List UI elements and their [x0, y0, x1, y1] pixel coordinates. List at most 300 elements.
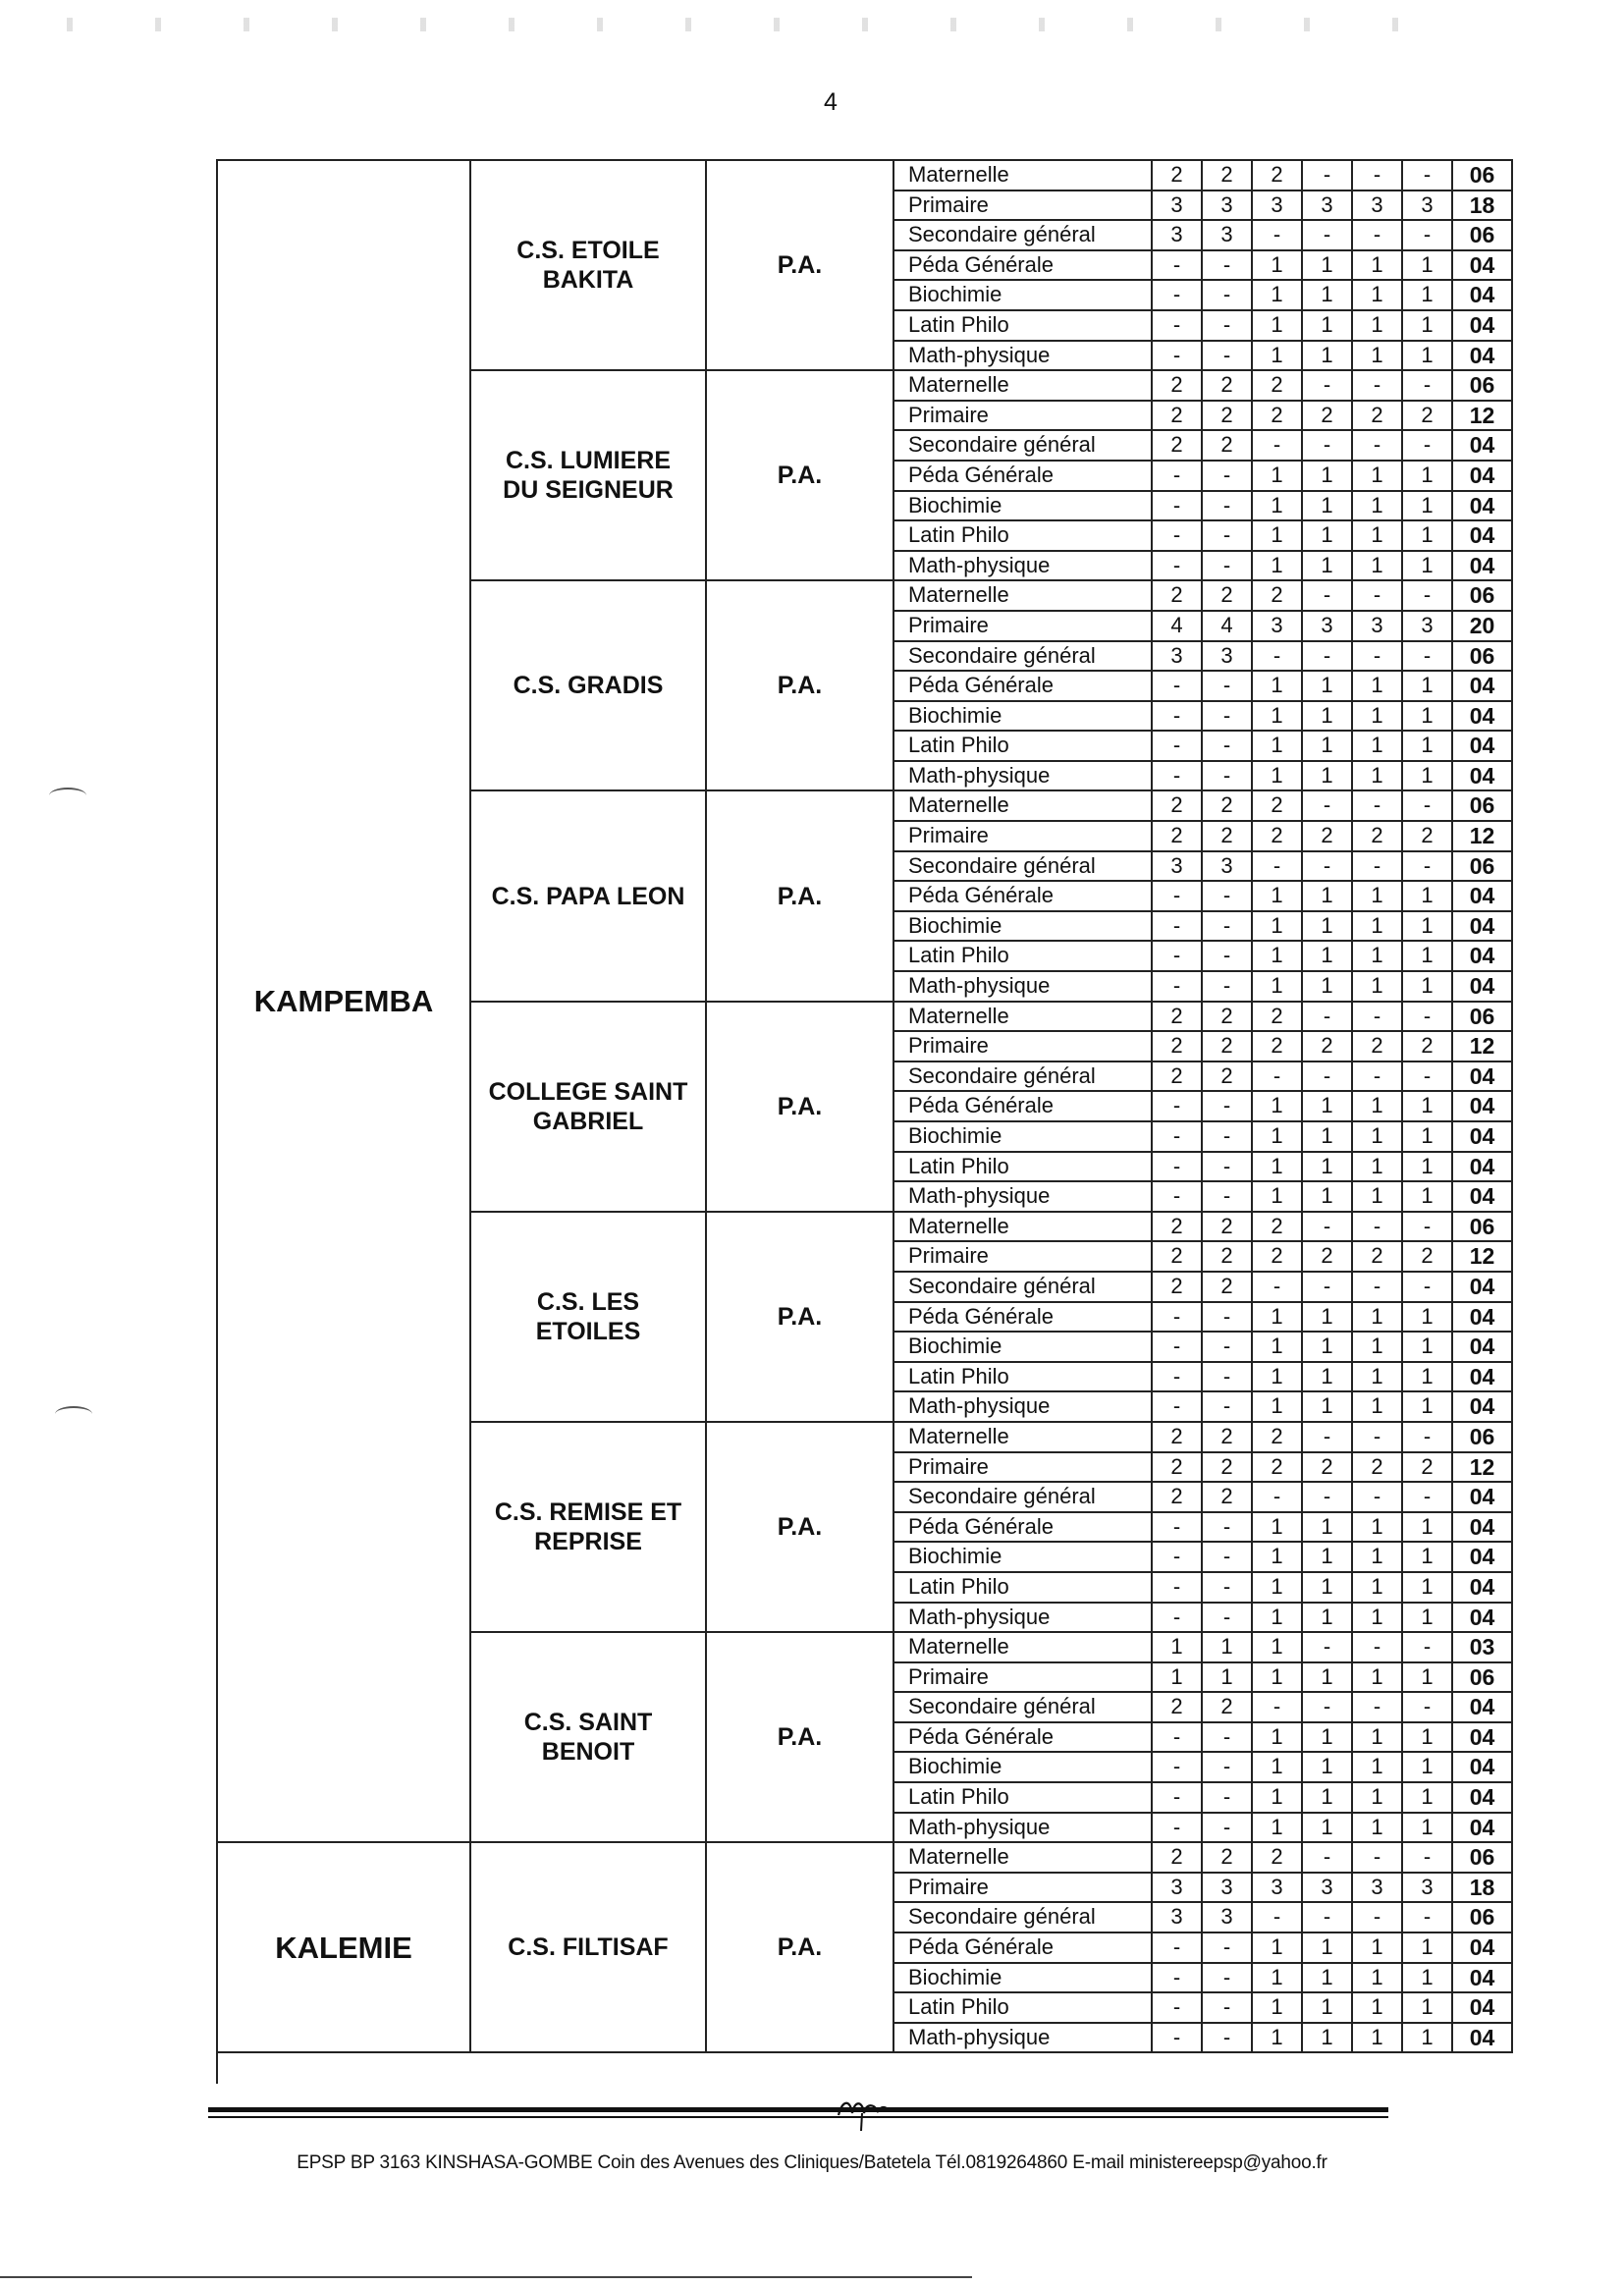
row-total: 04: [1453, 1964, 1513, 1994]
class-count: 2: [1353, 1032, 1403, 1062]
class-count: 1: [1303, 1182, 1353, 1213]
class-count: -: [1403, 852, 1453, 883]
scan-noise: [29, 18, 1424, 31]
class-count: 1: [1353, 1604, 1403, 1634]
row-total: 06: [1453, 1003, 1513, 1033]
filiere-label: Latin Philo: [894, 521, 1153, 552]
class-count: 1: [1353, 492, 1403, 522]
filiere-label: Biochimie: [894, 1543, 1153, 1573]
class-count: -: [1403, 1693, 1453, 1723]
class-count: 2: [1153, 1693, 1203, 1723]
row-total: 04: [1453, 1333, 1513, 1363]
class-count: 1: [1353, 342, 1403, 372]
class-count: 1: [1303, 251, 1353, 282]
class-count: -: [1353, 642, 1403, 673]
class-count: 1: [1253, 1783, 1303, 1814]
class-count: 3: [1203, 642, 1253, 673]
row-total: 12: [1453, 1453, 1513, 1484]
class-count: -: [1153, 462, 1203, 492]
filiere-label: Math-physique: [894, 552, 1153, 582]
class-count: -: [1153, 1333, 1203, 1363]
filiere-label: Maternelle: [894, 1423, 1153, 1453]
class-count: -: [1303, 1843, 1353, 1874]
class-count: -: [1403, 1633, 1453, 1663]
class-count: 1: [1353, 462, 1403, 492]
class-count: 2: [1203, 1062, 1253, 1093]
class-count: 1: [1403, 1814, 1453, 1844]
school-name: COLLEGE SAINT GABRIEL: [471, 1003, 707, 1213]
class-count: 2: [1403, 1453, 1453, 1484]
class-count: -: [1153, 882, 1203, 912]
class-count: -: [1403, 161, 1453, 191]
class-count: 1: [1403, 311, 1453, 342]
class-count: -: [1153, 1392, 1203, 1423]
class-count: 1: [1353, 1392, 1403, 1423]
class-count: -: [1303, 1003, 1353, 1033]
class-count: -: [1203, 912, 1253, 943]
class-count: -: [1153, 1604, 1203, 1634]
class-count: 2: [1253, 581, 1303, 612]
row-total: 04: [1453, 281, 1513, 311]
class-count: 1: [1303, 732, 1353, 762]
class-count: 2: [1403, 402, 1453, 432]
row-total: 04: [1453, 1092, 1513, 1122]
class-count: 2: [1203, 791, 1253, 822]
row-total: 04: [1453, 912, 1513, 943]
class-count: 1: [1353, 1783, 1403, 1814]
class-count: 1: [1353, 912, 1403, 943]
class-count: 1: [1353, 1663, 1403, 1694]
class-count: 1: [1253, 1513, 1303, 1544]
class-count: 1: [1303, 912, 1353, 943]
class-count: 1: [1403, 1604, 1453, 1634]
class-count: 1: [1403, 1723, 1453, 1754]
class-count: 2: [1403, 1032, 1453, 1062]
class-count: 1: [1403, 251, 1453, 282]
class-count: 1: [1253, 342, 1303, 372]
filiere-label: Math-physique: [894, 342, 1153, 372]
class-count: 1: [1253, 672, 1303, 702]
class-count: 1: [1303, 702, 1353, 733]
filiere-label: Biochimie: [894, 1964, 1153, 1994]
class-count: 1: [1253, 552, 1303, 582]
class-count: -: [1203, 342, 1253, 372]
class-count: 2: [1303, 402, 1353, 432]
class-count: -: [1203, 1573, 1253, 1604]
class-count: 1: [1403, 552, 1453, 582]
class-count: -: [1253, 1903, 1303, 1933]
class-count: -: [1203, 492, 1253, 522]
row-total: 06: [1453, 1423, 1513, 1453]
class-count: -: [1303, 791, 1353, 822]
class-count: -: [1203, 1392, 1253, 1423]
row-total: 04: [1453, 492, 1513, 522]
class-count: 2: [1303, 822, 1353, 852]
class-count: 1: [1353, 1723, 1403, 1754]
filiere-label: Secondaire général: [894, 1693, 1153, 1723]
class-count: 2: [1253, 1453, 1303, 1484]
class-count: 1: [1403, 1513, 1453, 1544]
class-count: -: [1203, 1122, 1253, 1153]
class-count: -: [1203, 1363, 1253, 1393]
class-count: 1: [1303, 1363, 1353, 1393]
row-total: 04: [1453, 1543, 1513, 1573]
class-count: -: [1203, 1723, 1253, 1754]
class-count: -: [1303, 221, 1353, 251]
row-total: 04: [1453, 1363, 1513, 1393]
class-count: 3: [1153, 1903, 1203, 1933]
class-count: -: [1153, 672, 1203, 702]
filiere-label: Péda Générale: [894, 462, 1153, 492]
class-count: 1: [1303, 1333, 1353, 1363]
class-count: 1: [1253, 942, 1303, 972]
class-count: -: [1203, 251, 1253, 282]
school-type: P.A.: [707, 371, 894, 581]
row-total: 04: [1453, 342, 1513, 372]
class-count: 2: [1203, 1213, 1253, 1243]
filiere-label: Math-physique: [894, 1182, 1153, 1213]
filiere-label: Primaire: [894, 1242, 1153, 1273]
class-count: 2: [1153, 791, 1203, 822]
row-total: 18: [1453, 1874, 1513, 1904]
class-count: 1: [1303, 552, 1353, 582]
filiere-label: Primaire: [894, 1663, 1153, 1694]
class-count: 1: [1303, 1723, 1353, 1754]
class-count: -: [1203, 1753, 1253, 1783]
class-count: 1: [1253, 1604, 1303, 1634]
class-count: 1: [1303, 492, 1353, 522]
filiere-label: Math-physique: [894, 762, 1153, 792]
class-count: -: [1203, 1543, 1253, 1573]
class-count: -: [1253, 1483, 1303, 1513]
row-total: 06: [1453, 791, 1513, 822]
filiere-label: Maternelle: [894, 1003, 1153, 1033]
class-count: 1: [1303, 882, 1353, 912]
class-count: -: [1153, 1513, 1203, 1544]
class-count: 3: [1403, 612, 1453, 642]
class-count: -: [1153, 342, 1203, 372]
class-count: 4: [1153, 612, 1203, 642]
class-count: 2: [1153, 1003, 1203, 1033]
class-count: -: [1153, 1933, 1203, 1964]
school-name: C.S. LES ETOILES: [471, 1213, 707, 1423]
class-count: 3: [1403, 191, 1453, 222]
class-count: 1: [1303, 1604, 1353, 1634]
class-count: 1: [1253, 1122, 1303, 1153]
filiere-label: Latin Philo: [894, 942, 1153, 972]
class-count: -: [1353, 431, 1403, 462]
school-type: P.A.: [707, 791, 894, 1002]
class-count: -: [1403, 1003, 1453, 1033]
row-total: 04: [1453, 882, 1513, 912]
class-count: 1: [1353, 702, 1403, 733]
school-type: P.A.: [707, 1633, 894, 1843]
scan-edge: [0, 2276, 972, 2278]
filiere-label: Péda Générale: [894, 1092, 1153, 1122]
class-count: -: [1253, 1273, 1303, 1303]
class-count: 2: [1353, 1453, 1403, 1484]
row-total: 04: [1453, 431, 1513, 462]
signature-mark: [833, 2086, 892, 2131]
class-count: 1: [1353, 311, 1403, 342]
row-total: 06: [1453, 642, 1513, 673]
class-count: 1: [1303, 342, 1353, 372]
class-count: -: [1153, 1814, 1203, 1844]
class-count: 1: [1403, 492, 1453, 522]
class-count: 2: [1203, 1032, 1253, 1062]
filiere-label: Secondaire général: [894, 221, 1153, 251]
class-count: 2: [1203, 1453, 1253, 1484]
class-count: 1: [1303, 1122, 1353, 1153]
row-total: 04: [1453, 1153, 1513, 1183]
row-total: 12: [1453, 1032, 1513, 1062]
row-total: 04: [1453, 1814, 1513, 1844]
class-count: -: [1203, 1092, 1253, 1122]
class-count: -: [1353, 1062, 1403, 1093]
class-count: 1: [1403, 882, 1453, 912]
class-count: -: [1403, 642, 1453, 673]
class-count: -: [1403, 221, 1453, 251]
class-count: 1: [1253, 1933, 1303, 1964]
class-count: 2: [1203, 581, 1253, 612]
class-count: 1: [1253, 281, 1303, 311]
class-count: -: [1203, 942, 1253, 972]
class-count: -: [1203, 462, 1253, 492]
class-count: 1: [1403, 462, 1453, 492]
class-count: -: [1303, 642, 1353, 673]
class-count: 3: [1203, 1874, 1253, 1904]
school-name: C.S. GRADIS: [471, 581, 707, 791]
class-count: 2: [1153, 581, 1203, 612]
filiere-label: Biochimie: [894, 1122, 1153, 1153]
school-name: C.S. ETOILE BAKITA: [471, 161, 707, 371]
school-type: P.A.: [707, 1843, 894, 2053]
filiere-label: Latin Philo: [894, 1783, 1153, 1814]
class-count: -: [1153, 1182, 1203, 1213]
class-count: -: [1253, 221, 1303, 251]
class-count: 3: [1253, 612, 1303, 642]
row-total: 04: [1453, 2024, 1513, 2054]
class-count: -: [1403, 1903, 1453, 1933]
row-total: 04: [1453, 1182, 1513, 1213]
class-count: 2: [1353, 822, 1403, 852]
class-count: -: [1203, 882, 1253, 912]
filiere-label: Secondaire général: [894, 1273, 1153, 1303]
class-count: 1: [1403, 521, 1453, 552]
filiere-label: Secondaire général: [894, 642, 1153, 673]
class-count: -: [1203, 311, 1253, 342]
class-count: -: [1353, 1003, 1403, 1033]
class-count: 1: [1253, 521, 1303, 552]
class-count: 2: [1203, 1483, 1253, 1513]
class-count: 1: [1403, 1783, 1453, 1814]
class-count: -: [1153, 1153, 1203, 1183]
filiere-label: Maternelle: [894, 371, 1153, 402]
filiere-label: Latin Philo: [894, 1573, 1153, 1604]
class-count: 1: [1403, 281, 1453, 311]
class-count: 1: [1303, 1513, 1353, 1544]
class-count: 1: [1253, 1543, 1303, 1573]
class-count: 1: [1253, 1153, 1303, 1183]
class-count: 2: [1203, 402, 1253, 432]
page-number: 4: [824, 88, 838, 116]
class-count: 2: [1353, 402, 1403, 432]
class-count: 1: [1203, 1633, 1253, 1663]
filiere-label: Biochimie: [894, 1753, 1153, 1783]
school-name: C.S. SAINT BENOIT: [471, 1633, 707, 1843]
class-count: 3: [1203, 1903, 1253, 1933]
class-count: 1: [1253, 912, 1303, 943]
class-count: -: [1153, 1303, 1203, 1334]
class-count: 1: [1253, 1723, 1303, 1754]
class-count: 1: [1353, 1122, 1403, 1153]
class-count: -: [1153, 762, 1203, 792]
class-count: 2: [1153, 822, 1203, 852]
class-count: -: [1203, 521, 1253, 552]
class-count: 2: [1303, 1032, 1353, 1062]
class-count: 2: [1203, 1423, 1253, 1453]
class-count: 1: [1403, 942, 1453, 972]
class-count: 1: [1303, 1964, 1353, 1994]
class-count: 2: [1203, 1843, 1253, 1874]
class-count: -: [1203, 1814, 1253, 1844]
class-count: -: [1303, 1273, 1353, 1303]
filiere-label: Math-physique: [894, 972, 1153, 1003]
class-count: 2: [1253, 1423, 1303, 1453]
filiere-label: Péda Générale: [894, 1303, 1153, 1334]
class-count: -: [1153, 1753, 1203, 1783]
class-count: 1: [1253, 972, 1303, 1003]
row-total: 06: [1453, 161, 1513, 191]
class-count: -: [1203, 1783, 1253, 1814]
class-count: 3: [1403, 1874, 1453, 1904]
class-count: 1: [1403, 1363, 1453, 1393]
filiere-label: Biochimie: [894, 1333, 1153, 1363]
class-count: 2: [1253, 402, 1303, 432]
class-count: 1: [1403, 732, 1453, 762]
class-count: -: [1303, 161, 1353, 191]
class-count: 2: [1253, 822, 1303, 852]
class-count: 2: [1253, 1843, 1303, 1874]
class-count: -: [1253, 852, 1303, 883]
class-count: 1: [1303, 1092, 1353, 1122]
class-count: -: [1353, 852, 1403, 883]
class-count: -: [1303, 581, 1353, 612]
class-count: -: [1403, 1843, 1453, 1874]
class-count: -: [1303, 1903, 1353, 1933]
class-count: 2: [1203, 822, 1253, 852]
filiere-label: Latin Philo: [894, 311, 1153, 342]
class-count: 3: [1353, 612, 1403, 642]
filiere-label: Péda Générale: [894, 1933, 1153, 1964]
class-count: 3: [1303, 1874, 1353, 1904]
class-count: -: [1153, 1543, 1203, 1573]
footer-rule: [208, 2107, 1388, 2112]
class-count: 1: [1253, 2024, 1303, 2054]
class-count: -: [1303, 431, 1353, 462]
class-count: 3: [1353, 1874, 1403, 1904]
class-count: 2: [1153, 1843, 1203, 1874]
class-count: -: [1153, 972, 1203, 1003]
class-count: 1: [1403, 912, 1453, 943]
class-count: 1: [1253, 251, 1303, 282]
class-count: 1: [1353, 1182, 1403, 1213]
filiere-label: Primaire: [894, 1032, 1153, 1062]
row-total: 04: [1453, 1122, 1513, 1153]
class-count: -: [1303, 1483, 1353, 1513]
row-total: 06: [1453, 1663, 1513, 1694]
class-count: -: [1153, 2024, 1203, 2054]
class-count: -: [1203, 1604, 1253, 1634]
filiere-label: Maternelle: [894, 161, 1153, 191]
class-count: 1: [1253, 1392, 1303, 1423]
filiere-label: Biochimie: [894, 492, 1153, 522]
class-count: 3: [1153, 191, 1203, 222]
school-type: P.A.: [707, 1423, 894, 1633]
class-count: 1: [1153, 1633, 1203, 1663]
class-count: -: [1153, 1363, 1203, 1393]
class-count: -: [1203, 2024, 1253, 2054]
class-count: 2: [1253, 1032, 1303, 1062]
filiere-label: Maternelle: [894, 581, 1153, 612]
class-count: -: [1353, 371, 1403, 402]
filiere-label: Primaire: [894, 1453, 1153, 1484]
row-total: 06: [1453, 1843, 1513, 1874]
class-count: -: [1403, 1483, 1453, 1513]
class-count: -: [1353, 1903, 1403, 1933]
class-count: 1: [1403, 702, 1453, 733]
class-count: -: [1353, 161, 1403, 191]
row-total: 18: [1453, 191, 1513, 222]
class-count: -: [1203, 1993, 1253, 2024]
row-total: 04: [1453, 1392, 1513, 1423]
class-count: 2: [1203, 1242, 1253, 1273]
class-count: 2: [1153, 371, 1203, 402]
class-count: 1: [1303, 762, 1353, 792]
class-count: 1: [1403, 1122, 1453, 1153]
class-count: -: [1253, 1693, 1303, 1723]
filiere-label: Primaire: [894, 1874, 1153, 1904]
class-count: 1: [1353, 1573, 1403, 1604]
class-count: 1: [1253, 311, 1303, 342]
class-count: 1: [1303, 1573, 1353, 1604]
class-count: 2: [1153, 402, 1203, 432]
class-count: -: [1403, 1213, 1453, 1243]
row-total: 20: [1453, 612, 1513, 642]
class-count: 1: [1253, 1363, 1303, 1393]
filiere-label: Math-physique: [894, 1604, 1153, 1634]
class-count: -: [1203, 1182, 1253, 1213]
class-count: -: [1153, 1573, 1203, 1604]
class-count: 2: [1153, 1273, 1203, 1303]
filiere-label: Péda Générale: [894, 1513, 1153, 1544]
class-count: -: [1203, 1153, 1253, 1183]
class-count: 2: [1153, 1032, 1203, 1062]
class-count: 1: [1303, 1663, 1353, 1694]
class-count: -: [1403, 791, 1453, 822]
row-total: 04: [1453, 251, 1513, 282]
class-count: 1: [1253, 1333, 1303, 1363]
class-count: -: [1153, 912, 1203, 943]
filiere-label: Secondaire général: [894, 1903, 1153, 1933]
class-count: -: [1153, 702, 1203, 733]
row-total: 04: [1453, 1513, 1513, 1544]
class-count: 3: [1303, 612, 1353, 642]
class-count: -: [1253, 642, 1303, 673]
class-count: -: [1403, 1273, 1453, 1303]
class-count: 1: [1353, 882, 1403, 912]
filiere-label: Secondaire général: [894, 431, 1153, 462]
